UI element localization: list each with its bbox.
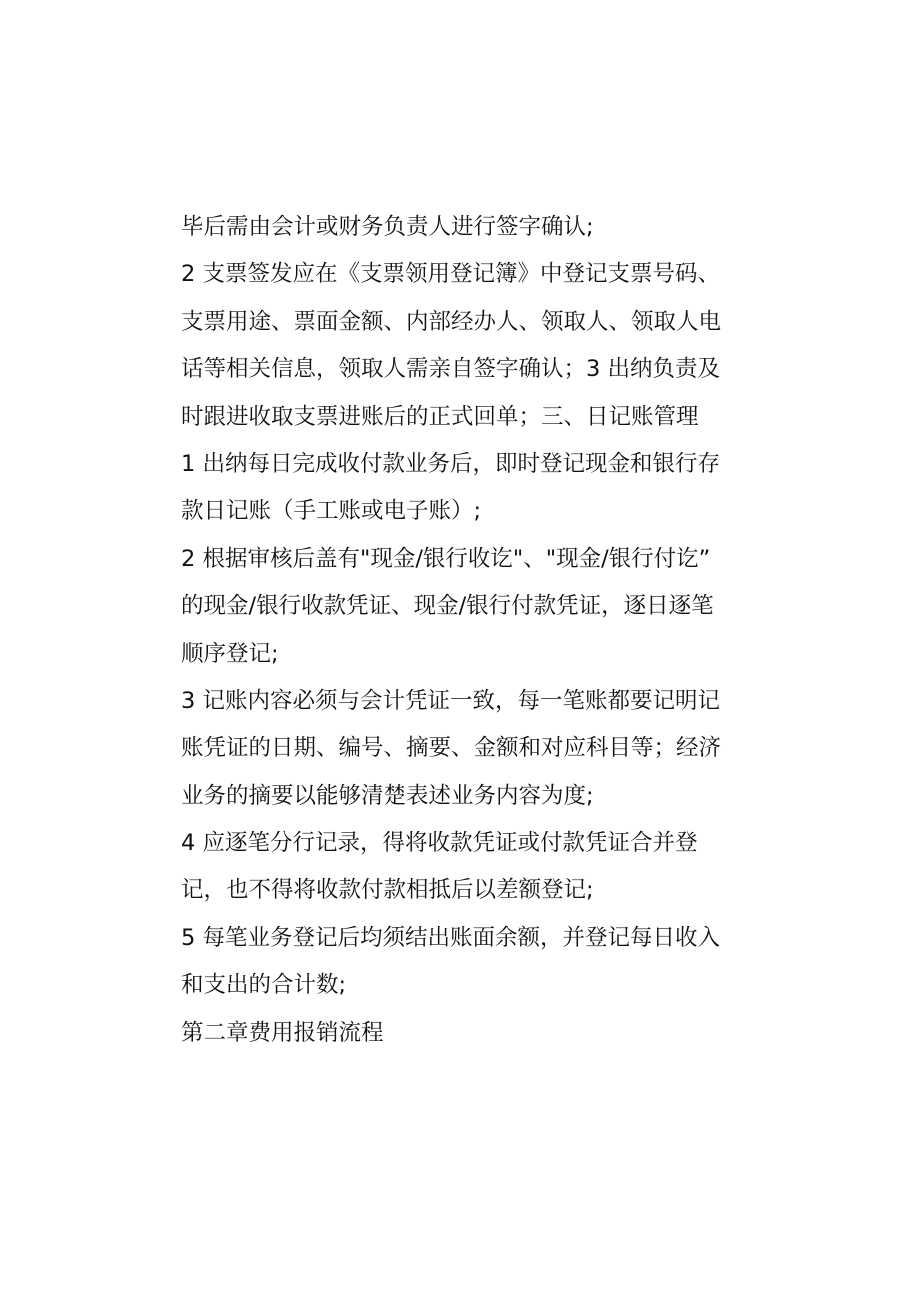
text-line: 业务的摘要以能够清楚表述业务内容为度; — [181, 782, 594, 809]
text-line: 时跟进收取支票进账后的正式回单；三、日记账管理 — [181, 403, 699, 430]
text-line: 支票用途、票面金额、内部经办人、领取人、领取人电 — [181, 308, 722, 335]
document-body — [181, 204, 751, 1057]
text-line: 4 应逐笔分行记录，得将收款凭证或付款凭证合并登 — [181, 830, 698, 857]
text-line: 和支出的合计数; — [181, 972, 347, 999]
chapter-heading: 第二章费用报销流程 — [181, 1019, 384, 1046]
text-line: 3 记账内容必须与会计凭证一致，每一笔账都要记明记 — [181, 687, 720, 714]
text-line: 话等相关信息，领取人需亲自签字确认；3 出纳负责及 — [181, 356, 720, 383]
text-line: 账凭证的日期、编号、摘要、金额和对应科目等；经济 — [181, 735, 722, 762]
text-line: 的现金/银行收款凭证、现金/银行付款凭证，逐日逐笔 — [181, 593, 714, 620]
text-line: 款日记账（手工账或电子账）; — [181, 498, 482, 525]
text-line: 1 出纳每日完成收付款业务后，即时登记现金和银行存 — [181, 450, 720, 477]
text-line: 顺序登记; — [181, 640, 279, 667]
text-line: 毕后需由会计或财务负责人进行签字确认; — [181, 214, 594, 240]
text-line: 5 每笔业务登记后均须结出账面余额，并登记每日收入 — [181, 924, 720, 951]
text-line: 2 支票签发应在《支票领用登记簿》中登记支票号码、 — [181, 261, 720, 288]
text-line: 2 根据审核后盖有"现金/银行收讫"、"现金/银行付讫” — [181, 545, 711, 572]
text-line: 记，也不得将收款付款相抵后以差额登记; — [181, 877, 594, 904]
